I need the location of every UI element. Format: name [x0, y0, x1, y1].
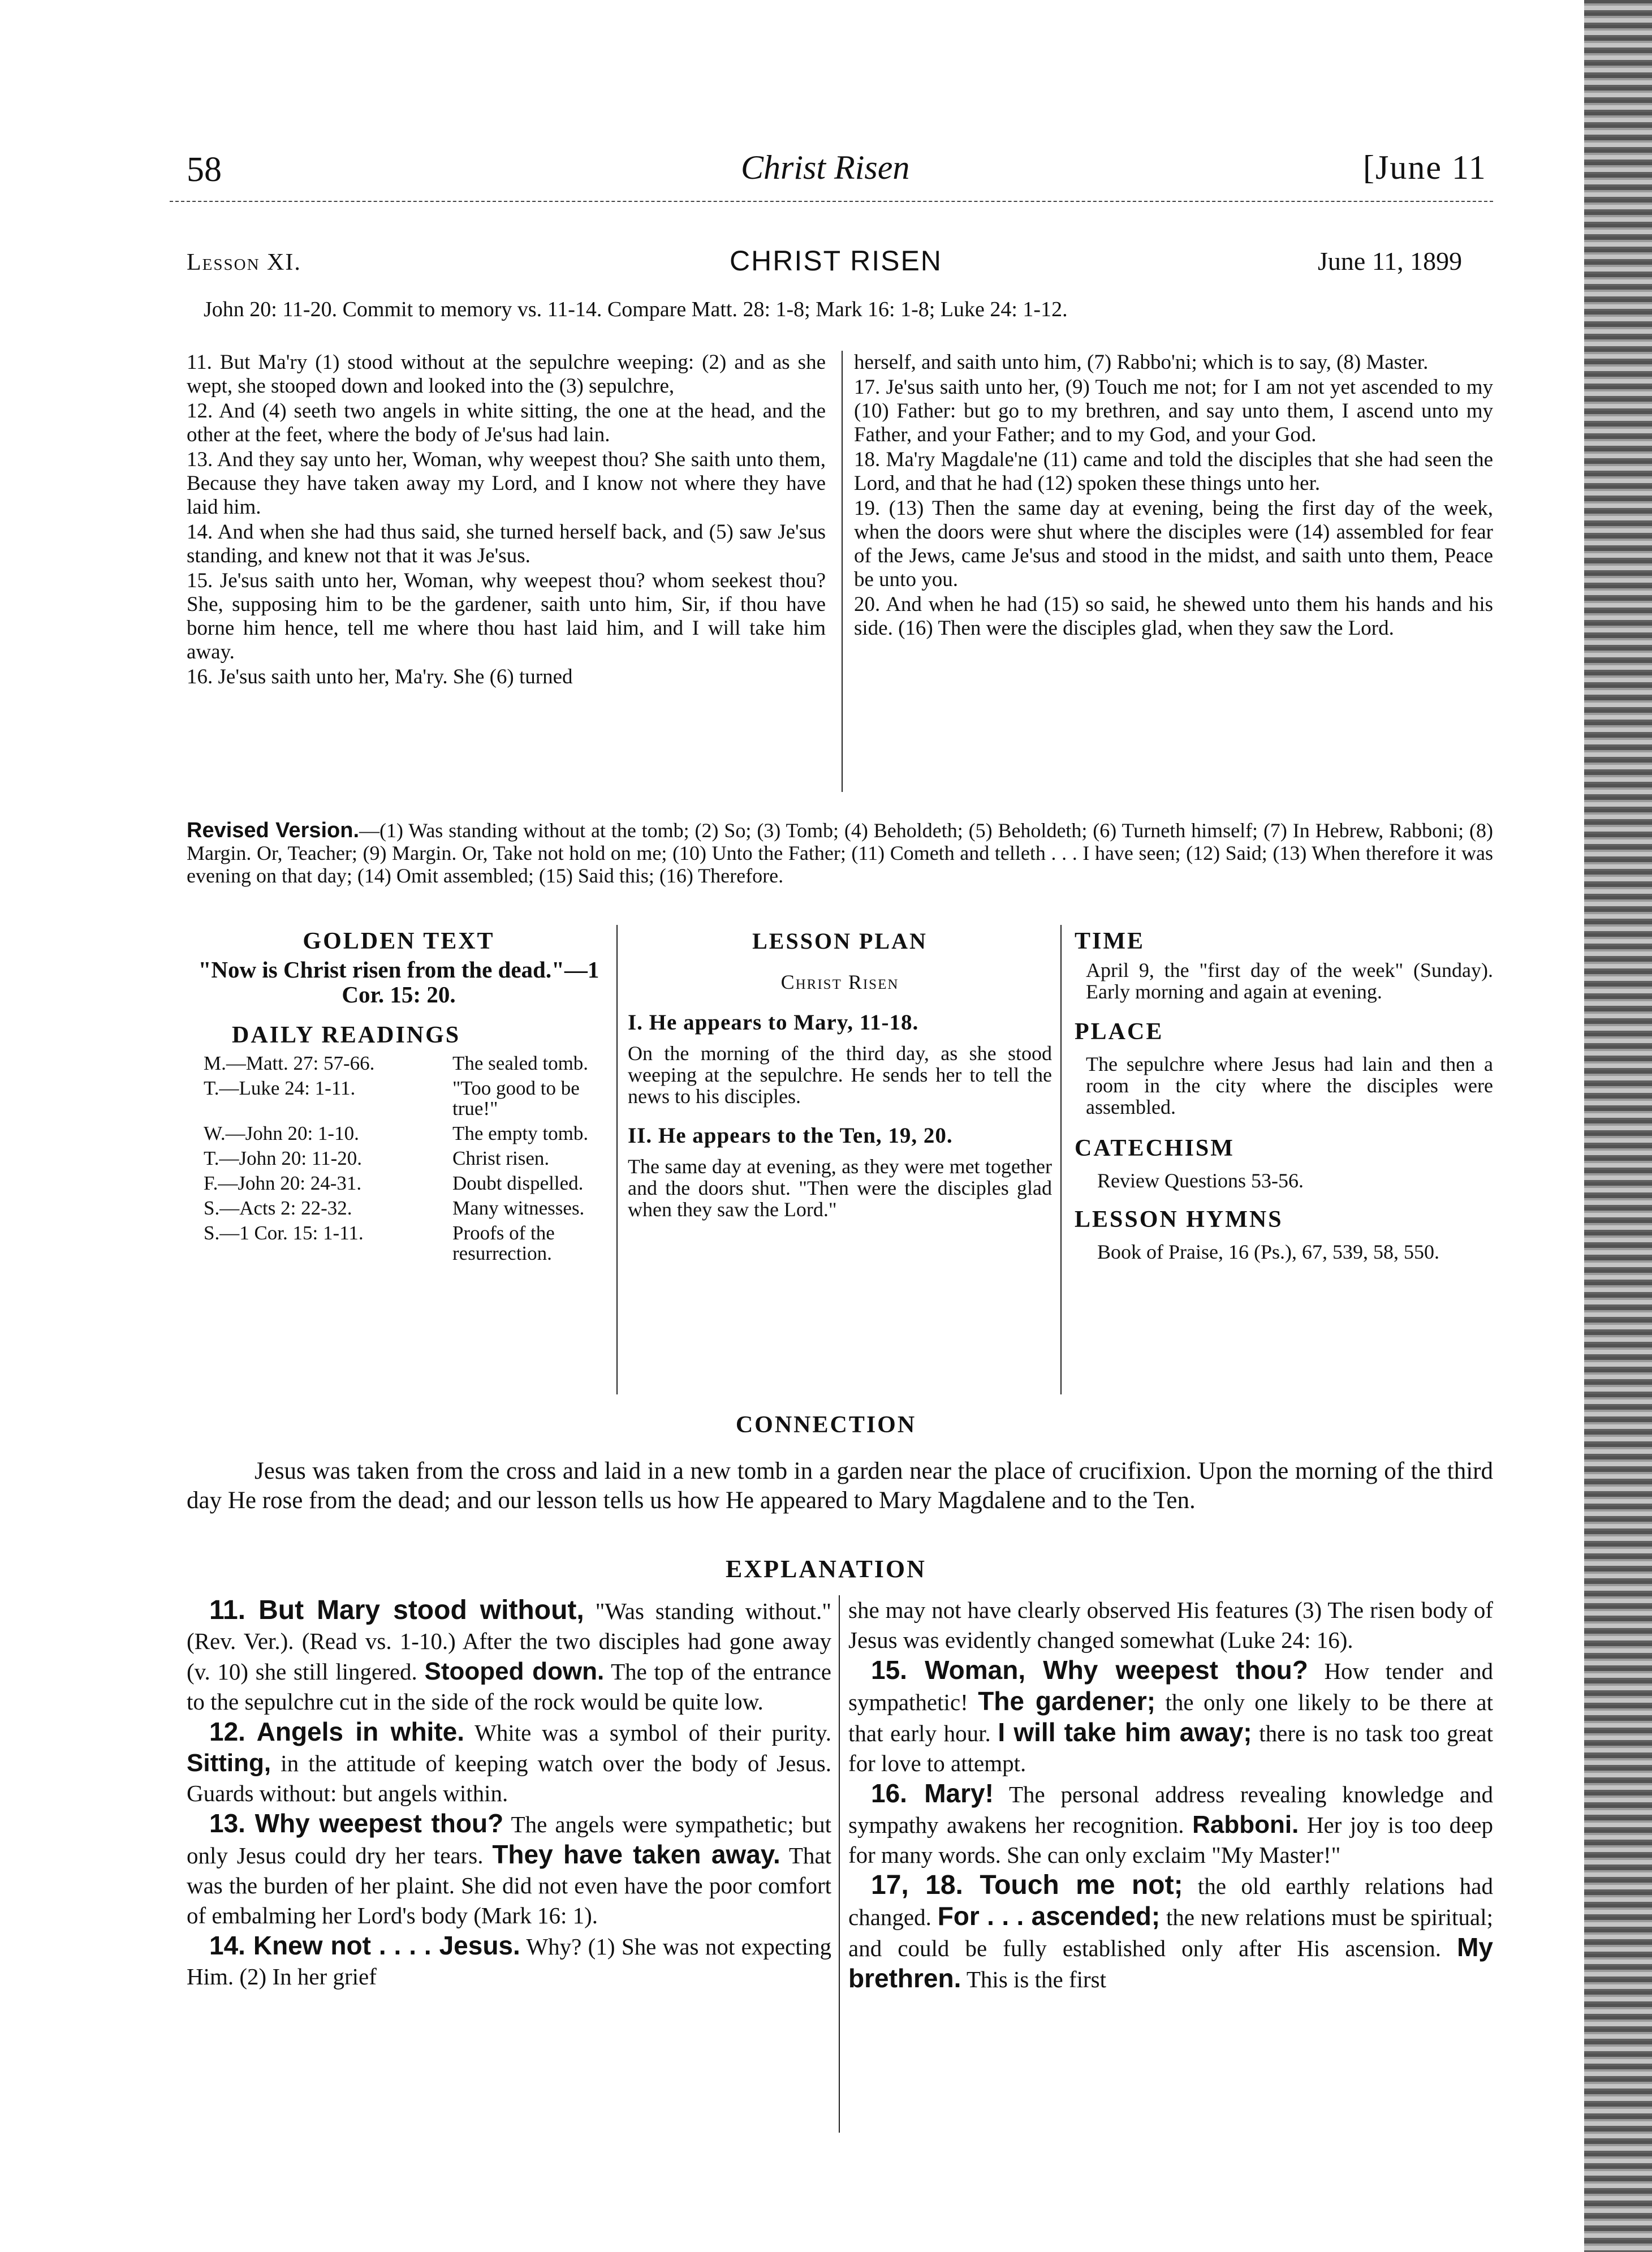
verse-17: 17. Je'sus saith unto her, (9) Touch me not; for I am not yet ascended to my (10) Father: but go to my brethren, and say unto them, I ascend unto my Father, and your Father; and to my God, and your God. — [854, 376, 1493, 446]
lesson-plan-subtitle: Christ Risen — [780, 971, 899, 993]
verse-11: 11. But Ma'ry (1) stood without at the sepulchre weeping: (2) and as she wept, she stooped down and looked into the (3) sepulchre, — [187, 351, 826, 398]
scripture-divider — [842, 351, 843, 792]
note-text: the old earthly relations had changed. — [848, 1873, 1493, 1930]
plan-point-1-title: I. He appears to Mary, 11-18. — [628, 1010, 919, 1035]
golden-text: "Now is Christ risen from the dead."—1 Cor. 15: 20. — [198, 957, 599, 1007]
time-heading: TIME — [1075, 928, 1145, 954]
scripture-reference: John 20: 11-20. Commit to memory vs. 11-14. Compare Matt. 28: 1-8; Mark 16: 1-8; Luke 24: 1-12. — [204, 298, 1068, 321]
note-text: The top of the entrance to the sepulchre cut in the side of the rock would be quite low. — [187, 1659, 831, 1715]
catechism-heading: CATECHISM — [1075, 1135, 1235, 1161]
lesson-label: Lesson XI. — [187, 249, 301, 275]
reading-item — [204, 1078, 605, 1119]
note-text: That was the burden of her plaint. She did not even have the poor comfort of embalming her Lord's body (Mark 16: 1). — [187, 1842, 831, 1928]
box-divider-2 — [1060, 925, 1062, 1394]
note-text: How tender and sympathetic! — [848, 1658, 1493, 1715]
reading-title: The empty tomb. — [452, 1122, 589, 1144]
note-lead: Sitting, — [187, 1749, 271, 1777]
revised-version-label: Revised Version. — [187, 819, 360, 842]
daily-readings-list — [192, 1053, 605, 1264]
explanation-column-left — [187, 1595, 831, 1992]
note-text: White was a symbol of their purity. — [464, 1720, 831, 1746]
reading-day: S.—Acts 2: 22-32. — [204, 1197, 352, 1219]
note-lead: 16. Mary! — [871, 1779, 994, 1808]
reading-item — [204, 1173, 605, 1194]
note-text: This is the first — [961, 1966, 1107, 1992]
plan-point-1-text: On the morning of the third day, as she stood weeping at the sepulchre. He sends her to tell the news to his disciples. — [628, 1042, 1052, 1108]
catechism-text: Review Questions 53-56. — [1097, 1169, 1304, 1192]
lesson-plan-heading: LESSON PLAN — [752, 928, 928, 954]
note-text: Her joy is too deep for many words. She can only exclaim "My Master!" — [848, 1812, 1493, 1868]
verse-18: 18. Ma'ry Magdale'ne (11) came and told the disciples that she had seen the Lord, and that he had (12) spoken these things unto her. — [854, 448, 1493, 495]
connection-heading: CONNECTION — [735, 1412, 917, 1438]
explanation-column-right — [848, 1595, 1493, 1995]
note-lead: For . . . ascended; — [937, 1901, 1161, 1931]
plan-point-2-text: The same day at evening, as they were met together and the doors shut. "Then were the disciples glad when they saw the Lord." — [628, 1155, 1052, 1221]
note-text: she may not have clearly observed His features (3) The risen body of Jesus was evidently changed somewhat (Luke 24: 16). — [848, 1597, 1493, 1653]
note-lead: 17, 18. Touch me not; — [871, 1870, 1183, 1900]
note-lead: Rabboni. — [1192, 1811, 1299, 1838]
verse-15: 15. Je'sus saith unto her, Woman, why weepest thou? whom seekest thou? She, supposing him to be the gardener, saith unto him, Sir, if thou have borne him hence, tell me where thou hast laid him, and I will take him away. — [187, 569, 826, 664]
reading-title: Christ risen. — [452, 1147, 550, 1169]
note-11 — [187, 1595, 831, 1717]
reading-item — [204, 1053, 605, 1074]
reading-day: S.—1 Cor. 15: 1-11. — [204, 1222, 364, 1244]
note-lead: I will take him away; — [998, 1717, 1252, 1747]
scanned-page-edge — [1584, 0, 1652, 2252]
reading-day: T.—Luke 24: 1-11. — [204, 1077, 356, 1099]
golden-text-box — [192, 928, 605, 1264]
verse-14: 14. And when she had thus said, she turned herself back, and (5) saw Je'sus standing, and knew not that it was Je'sus. — [187, 520, 826, 567]
note-lead: They have taken away. — [492, 1840, 780, 1869]
note-lead: The gardener; — [978, 1686, 1156, 1716]
note-14-cont — [848, 1595, 1493, 1655]
box-divider-1 — [616, 925, 618, 1394]
note-lead: 12. Angels in white. — [209, 1717, 465, 1746]
reading-day: M.—Matt. 27: 57-66. — [204, 1052, 375, 1074]
reading-item — [204, 1223, 605, 1264]
reading-day: F.—John 20: 24-31. — [204, 1172, 362, 1194]
running-date: [June 11 — [1363, 149, 1487, 186]
note-text: "Was standing without." (Rev. Ver.). (Read vs. 1-10.) After the two disciples had gone away (v. 10) she still lingered. — [187, 1598, 831, 1685]
note-text: there is no task too great for love to attempt. — [848, 1720, 1494, 1776]
verse-19: 19. (13) Then the same day at evening, being the first day of the week, when the doors were shut where the disciples were (14) assembled for fear of the Jews, came Je'sus and stood in the midst, and saith unto them, Peace be unto you. — [854, 497, 1493, 591]
place-text: The sepulchre where Jesus had lain and then a room in the city where the disciples were assembled. — [1086, 1053, 1493, 1118]
note-lead: 11. But Mary stood without, — [209, 1595, 584, 1625]
scripture-column-right — [854, 351, 1493, 641]
explanation-heading: EXPLANATION — [726, 1555, 926, 1583]
verse-16: 16. Je'sus saith unto her, Ma'ry. She (6) turned — [187, 665, 573, 688]
reading-title: The sealed tomb. — [452, 1052, 589, 1074]
verse-12: 12. And (4) seeth two angels in white sitting, the one at the head, and the other at the feet, where the body of Je'sus had lain. — [187, 399, 826, 446]
note-lead: My brethren. — [848, 1932, 1493, 1993]
note-text: The angels were sympathetic; but only Jesus could dry her tears. — [187, 1811, 831, 1868]
info-column — [1075, 928, 1493, 1263]
golden-text-heading: GOLDEN TEXT — [303, 928, 495, 954]
reading-item — [204, 1198, 605, 1218]
lesson-plan-box — [628, 928, 1052, 1220]
note-16 — [848, 1779, 1493, 1870]
revised-version-text: —(1) Was standing without at the tomb; (2) So; (3) Tomb; (4) Beholdeth; (5) Beholdeth; (6) Turneth himself; (7) In Hebrew, Rabboni; (8) Margin. Or, Teacher; (9) Margin. Or, Take not hold on me; (10) Unto the Father; (11) Cometh and telleth . . . I have seen; (12) Said; (13) When therefore it was evening on that day; (14) Omit assembled; (15) Said this; (16) Therefore. — [187, 819, 1493, 887]
reading-day: W.—John 20: 1-10. — [204, 1122, 359, 1144]
daily-readings-heading: DAILY READINGS — [232, 1022, 461, 1048]
explanation-divider — [839, 1595, 840, 2133]
note-text: the new relations must be spiritual; and could be fully established only after His ascension. — [848, 1904, 1493, 1961]
note-text: in the attitude of keeping watch over the body of Jesus. Guards without: but angels within. — [187, 1750, 831, 1806]
note-17-18 — [848, 1870, 1493, 1995]
note-14 — [187, 1931, 831, 1992]
scripture-column-left — [187, 351, 826, 690]
hymns-heading: LESSON HYMNS — [1075, 1207, 1283, 1233]
page-number: 58 — [187, 150, 222, 189]
plan-point-2-title: II. He appears to the Ten, 19, 20. — [628, 1123, 953, 1148]
reading-item — [204, 1148, 605, 1169]
reading-day: T.—John 20: 11-20. — [204, 1147, 362, 1169]
header-rule — [170, 201, 1493, 202]
reading-title: Proofs of the resurrection. — [452, 1222, 555, 1264]
note-text: Why? (1) She was not expecting Him. (2) In her grief — [187, 1934, 831, 1990]
place-heading: PLACE — [1075, 1019, 1164, 1045]
note-lead: 13. Why weepest thou? — [209, 1809, 504, 1838]
reading-title: Doubt dispelled. — [452, 1172, 584, 1194]
note-12 — [187, 1717, 831, 1809]
verse-13: 13. And they say unto her, Woman, why weepest thou? She saith unto them, Because they have taken away my Lord, and I know not where they have laid him. — [187, 448, 826, 519]
verse-20: 20. And when he had (15) so said, he shewed unto them his hands and his side. (16) Then were the disciples glad, when they saw the Lord. — [854, 593, 1493, 640]
time-text: April 9, the "first day of the week" (Sunday). Early morning and again at evening. — [1086, 959, 1493, 1003]
note-lead: Stooped down. — [424, 1657, 605, 1685]
note-15 — [848, 1655, 1493, 1779]
revised-version — [187, 819, 1493, 887]
note-lead: 14. Knew not . . . . Jesus. — [209, 1931, 520, 1960]
reading-title: Many witnesses. — [452, 1197, 585, 1219]
lesson-title: CHRIST RISEN — [730, 245, 942, 277]
lesson-date: June 11, 1899 — [1318, 247, 1463, 275]
running-title: Christ Risen — [741, 149, 910, 186]
connection-text: Jesus was taken from the cross and laid in a new tomb in a garden near the place of crucifixion. Upon the morning of the third day He rose from the dead; and our lesson tells us how He appeared to Mary Magdalene and to the Ten. — [187, 1458, 1493, 1514]
verse-16-cont: herself, and saith unto him, (7) Rabbo'ni; which is to say, (8) Master. — [854, 351, 1429, 374]
reading-item — [204, 1123, 605, 1144]
note-text: the only one likely to be there at that early hour. — [848, 1689, 1493, 1746]
note-lead: 15. Woman, Why weepest thou? — [871, 1655, 1308, 1685]
reading-title: "Too good to be true!" — [452, 1077, 580, 1119]
note-text: The personal address revealing knowledge and sympathy awakens her recognition. — [848, 1781, 1493, 1838]
hymns-text: Book of Praise, 16 (Ps.), 67, 539, 58, 550. — [1097, 1241, 1439, 1263]
note-13 — [187, 1809, 831, 1931]
